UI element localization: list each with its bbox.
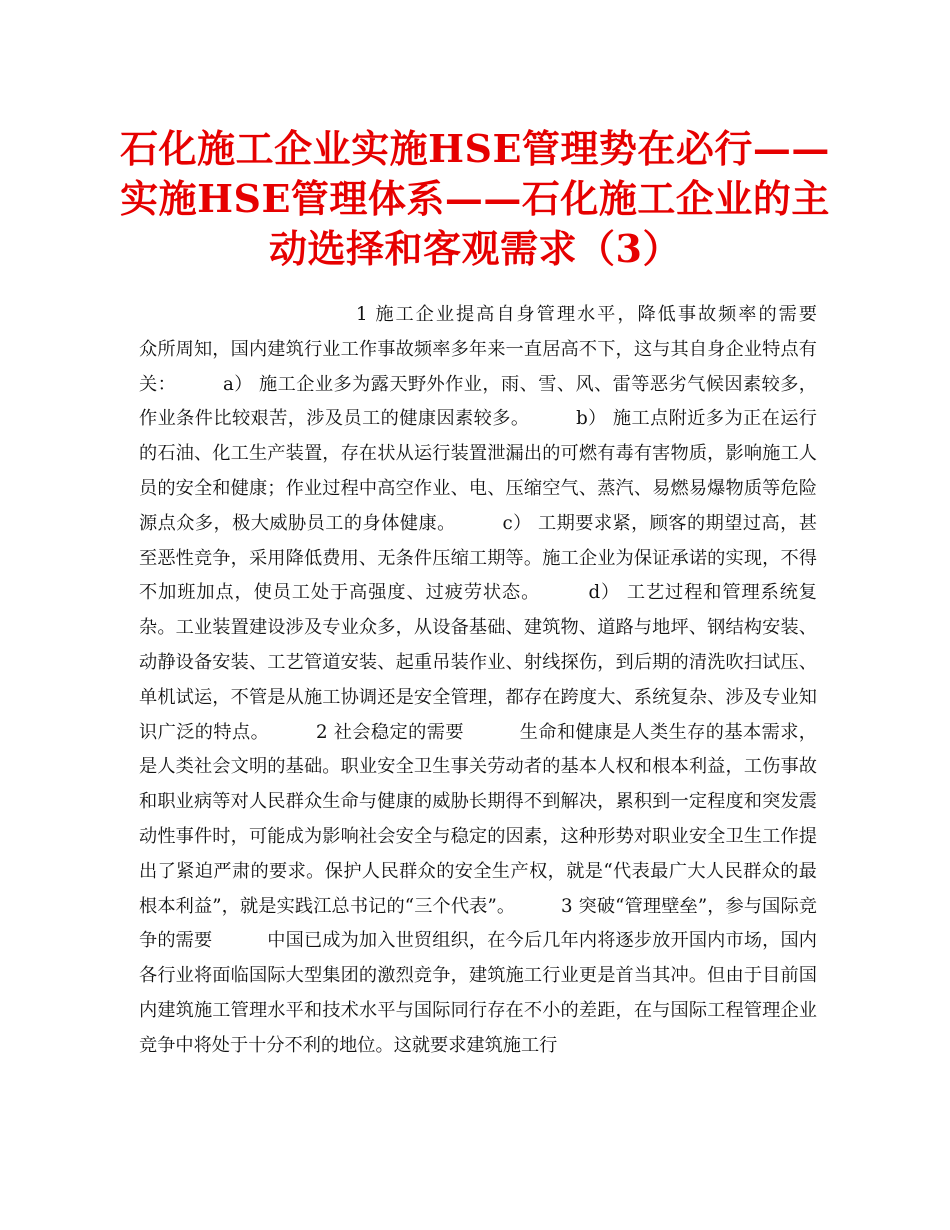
document-title: 石化施工企业实施HSE管理势在必行——实施HSE管理体系——石化施工企业的主动选择和客观需求（3）	[120, 126, 830, 271]
document-body: 1 施工企业提高自身管理水平，降低事故频率的需要 众所周知，国内建筑行业工作事故频率多年来一直居高不下，这与其自身企业特点有关： a） 施工企业多为露天野外作业，雨、雪、风、雷等恶劣气候因素较多，作业条件比较艰苦，涉及员工的健康因素较多。 b） 施工点附近多为正在运行的石油、化工生产装置，存在状从运行装置泄漏出的可燃有毒有害物质，影响施工人员的安全和健康；作业过程中高空作业、电、压缩空气、蒸汽、易燃易爆物质等危险源点众多，极大威胁员工的身体健康。 c） 工期要求紧，顾客的期望过高，甚至恶性竞争，采用降低费用、无条件压缩工期等。施工企业为保证承诺的实现，不得不加班加点，使员工处于高强度、过疲劳状态。 d） 工艺过程和管理系统复杂。工业装置建设涉及专业众多，从设备基础、建筑物、道路与地坪、钢结构安装、动静设备安装、工艺管道安装、起重吊装作业、射线探伤，到后期的清洗吹扫试压、单机试运，不管是从施工协调还是安全管理，都存在跨度大、系统复杂、涉及专业知识广泛的特点。 2 社会稳定的需要 生命和健康是人类生存的基本需求，是人类社会文明的基础。职业安全卫生事关劳动者的基本人权和根本利益，工伤事故和职业病等对人民群众生命与健康的威胁长期得不到解决，累积到一定程度和突发震动性事件时，可能成为影响社会安全与稳定的因素，这种形势对职业安全卫生工作提出了紧迫严肃的要求。保护人民群众的安全生产权，就是“代表最广大人民群众的最根本利益”，就是实践江总书记的“三个代表”。 3 突破“管理壁垒”，参与国际竞争的需要 中国已成为加入世贸组织，在今后几年内将逐步放开国内市场，国内各行业将面临国际大型集团的激烈竞争，建筑施工行业更是首当其冲。但由于目前国内建筑施工管理水平和技术水平与国际同行存在不小的差距，在与国际工程管理企业竞争中将处于十分不利的地位。这就要求建筑施工行	[139, 304, 854, 1056]
